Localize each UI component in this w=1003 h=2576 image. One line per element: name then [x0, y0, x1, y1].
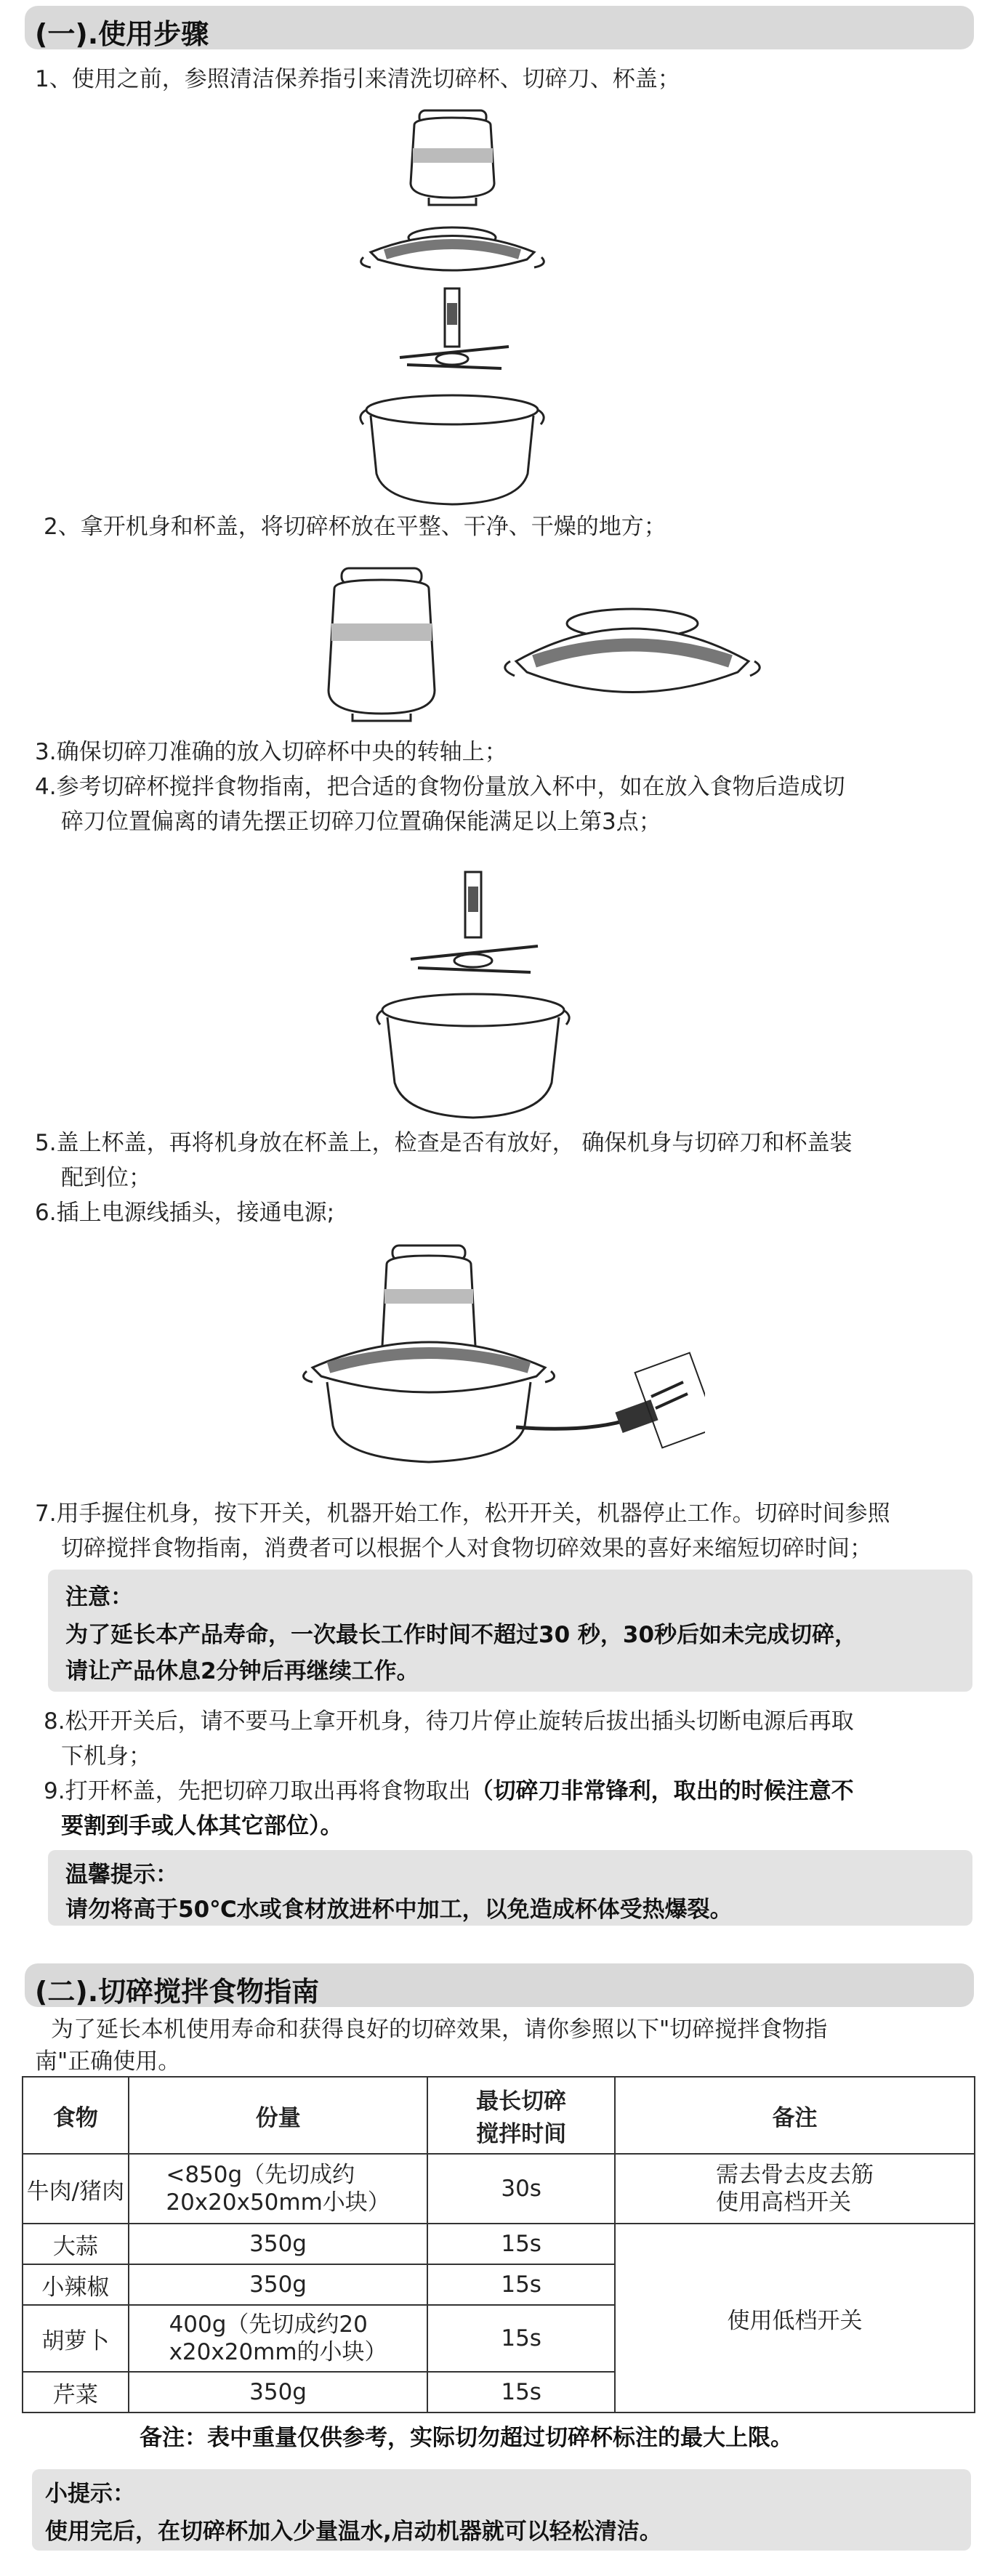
caution-label: 注意：	[65, 1584, 133, 1610]
warm-tip-note	[48, 1850, 972, 1926]
cell-food: 大蒜	[23, 2224, 129, 2264]
step-7-line-2: 切碎搅拌食物指南，消费者可以根据个人对食物切碎效果的喜好来缩短切碎时间；	[61, 1535, 872, 1562]
step-1: 1、使用之前，参照清洁保养指引来清洗切碎杯、切碎刀、杯盖；	[35, 66, 680, 92]
usage-tip-line-1: 使用完后，在切碎杯加入少量温水,启动机器就可以轻松清洁。	[45, 2519, 662, 2545]
step-8-line-2: 下机身；	[61, 1743, 151, 1769]
header-amount: 份量	[129, 2077, 428, 2154]
guide-intro-line-2: 南"正确使用。	[35, 2048, 181, 2075]
step-5-line-1: 5.盖上杯盖，再将机身放在杯盖上，检查是否有放好， 确保机身与切碎刀和杯盖装	[35, 1130, 853, 1156]
table-row	[23, 2154, 975, 2224]
step-8-line-1: 8.松开开关后，请不要马上拿开机身，待刀片停止旋转后拔出插头切断电源后再取	[44, 1708, 854, 1735]
header-time	[427, 2077, 615, 2154]
step-2: 2、拿开机身和杯盖，将切碎杯放在平整、干净、干燥的地方；	[44, 514, 666, 540]
section-title: (二).切碎搅拌食物指南	[35, 1976, 320, 2008]
step-3: 3.确保切碎刀准确的放入切碎杯中央的转轴上；	[35, 739, 507, 765]
cell-time: 15s	[427, 2372, 615, 2413]
guide-intro-line-1: 为了延长本机使用寿命和获得良好的切碎效果，请你参照以下"切碎搅拌食物指	[51, 2016, 828, 2043]
warm-tip-line-1: 请勿将高于50℃水或食材放进杯中加工，以免造成杯体受热爆裂。	[65, 1897, 733, 1923]
cell-shared-remark: 使用低档开关	[615, 2224, 975, 2413]
step-7-line-1: 7.用手握住机身，按下开关，机器开始工作，松开开关，机器停止工作。切碎时间参照	[35, 1501, 890, 1527]
amount-line-2: 20x20x50mm小块）	[166, 2189, 390, 2216]
header-food: 食物	[23, 2077, 129, 2154]
caution-line-2: 请让产品休息2分钟后再继续工作。	[65, 1658, 419, 1684]
section-header-food-guide	[25, 1963, 974, 2007]
header-time-line-2: 搅拌时间	[476, 2121, 567, 2147]
body-and-lid-illustration	[320, 560, 778, 727]
cell-amount	[129, 2154, 428, 2224]
cell-time: 15s	[427, 2264, 615, 2305]
step-4-line-2: 碎刀位置偏离的请先摆正切碎刀位置确保能满足以上第3点；	[61, 809, 661, 835]
exploded-assembly-illustration	[342, 96, 560, 517]
caution-note	[48, 1570, 972, 1692]
cell-food: 胡萝卜	[23, 2305, 129, 2372]
section-header-usage	[25, 6, 974, 49]
cell-food: 牛肉/猪肉	[23, 2154, 129, 2224]
cell-food: 小辣椒	[23, 2264, 129, 2305]
header-remark: 备注	[615, 2077, 975, 2154]
blade-in-bowl-illustration	[367, 865, 585, 1155]
step-9-line-2: 要割到手或人体其它部位）。	[61, 1813, 343, 1839]
cell-amount: 350g	[129, 2372, 428, 2413]
header-time-line-1: 最长切碎	[476, 2088, 567, 2115]
cell-amount: 350g	[129, 2264, 428, 2305]
amount-line-1: 400g（先切成约20	[169, 2311, 368, 2338]
remark-line-1: 需去骨去皮去筋	[715, 2162, 874, 2188]
table-header-row	[23, 2077, 975, 2154]
table-row	[23, 2224, 975, 2264]
cell-time: 15s	[427, 2305, 615, 2372]
cell-amount: 350g	[129, 2224, 428, 2264]
assembled-with-plug-illustration	[298, 1237, 705, 1484]
step-4-line-1: 4.参考切碎杯搅拌食物指南，把合适的食物份量放入杯中，如在放入食物后造成切	[35, 774, 845, 800]
table-footnote: 备注：表中重量仅供参考，实际切勿超过切碎杯标注的最大上限。	[140, 2425, 793, 2451]
cell-remark	[615, 2154, 975, 2224]
remark-line-2: 使用高档开关	[715, 2189, 851, 2216]
step-9-line-1	[44, 1773, 854, 1809]
cell-amount	[129, 2305, 428, 2372]
usage-tip-label: 小提示：	[45, 2481, 135, 2507]
step-9-text: 9.打开杯盖，先把切碎刀取出再将食物取出	[44, 1778, 471, 1804]
warm-tip-label: 温馨提示：	[65, 1862, 178, 1888]
usage-tip-note	[32, 2469, 971, 2551]
amount-line-1: <850g（先切成约	[166, 2162, 355, 2188]
step-6: 6.插上电源线插头，接通电源;	[35, 1200, 335, 1226]
caution-line-1: 为了延长本产品寿命，一次最长工作时间不超过30 秒，30秒后如未完成切碎，	[65, 1622, 858, 1648]
step-5-line-2: 配到位；	[61, 1165, 151, 1191]
food-guide-table	[22, 2076, 975, 2413]
amount-line-2: x20x20mm的小块）	[169, 2339, 387, 2365]
step-9-warning: （切碎刀非常锋利，取出的时候注意不	[470, 1778, 854, 1804]
cell-food: 芹菜	[23, 2372, 129, 2413]
cell-time: 30s	[427, 2154, 615, 2224]
section-title: (一).使用步骤	[35, 18, 209, 50]
cell-time: 15s	[427, 2224, 615, 2264]
